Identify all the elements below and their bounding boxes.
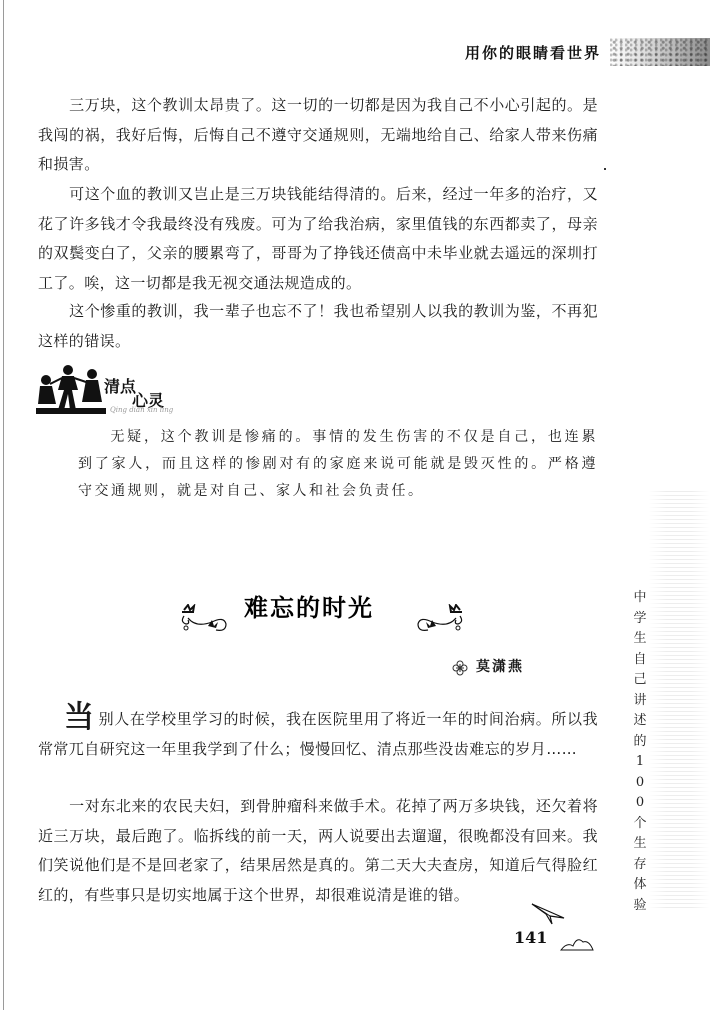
story-paragraph: 这个惨重的教训，我一辈子也忘不了！我也希望别人以我的教训为鉴，不再犯这样的错误。	[38, 302, 598, 350]
svg-text:Qing dian xin ling: Qing dian xin ling	[110, 406, 174, 414]
chapter-heading	[178, 586, 498, 646]
chapter-title: 难忘的时光	[244, 594, 374, 622]
cloud-icon	[559, 932, 595, 952]
running-header-title: 用你的眼睛看世界	[465, 44, 602, 62]
chapter-paragraph: 一对东北来的农民夫妇，到骨肿瘤科来做手术。花掉了两万多块钱，还欠着将近三万块，最后跑了。临拆线的前一天，两人说要出去遛遛，很晚都没有回来。我们笑说他们是不是回老家了，结果居然是真的。第二天大夫查房，知道后气得脸红红的，有些事只是切实地属于这个世界，却很难说清是谁的错。	[38, 797, 598, 904]
dancing-children-icon	[36, 360, 186, 416]
side-watermark-decoration	[648, 488, 710, 908]
paper-plane-icon	[530, 902, 566, 926]
book-series-title-vertical: 中 学 生 自 己 讲 述 的 1 0 0 个 生 存 体 验	[633, 590, 647, 913]
drop-cap: 当	[64, 700, 95, 735]
print-speck	[604, 168, 606, 170]
story-paragraph: 三万块，这个教训太昂贵了。这一切的一切都是因为我自己不小心引起的。是我闯的祸，我好后悔，后悔自己不遵守交通规则，无端地给自己、给家人带来伤痛和损害。	[38, 96, 598, 173]
header-texture-decoration	[610, 38, 710, 66]
reflection-logo	[36, 360, 186, 416]
story-paragraph: 可这个血的教训又岂止是三万块钱能结得清的。后来，经过一年多的治疗，又花了许多钱才令我最终没有残废。可为了给我治病，家里值钱的东西都卖了，母亲的双鬓变白了，父亲的腰累弯了，哥哥为了挣钱还债高中未毕业就去遥远的深圳打工了。唉，这一切都是我无视交通法规造成的。	[38, 185, 598, 292]
reflection-text: 无疑，这个教训是惨痛的。事情的发生伤害的不仅是自己，也连累到了家人，而且这样的惨剧对有的家庭来说可能就是毁灭性的。严格遵守交通规则，就是对自己、家人和社会负责任。	[78, 429, 598, 499]
reflection-logo-label: 清点	[104, 377, 137, 396]
flower-icon	[452, 660, 468, 676]
running-header	[460, 38, 710, 68]
svg-text:心灵: 心灵	[132, 391, 165, 410]
page-edge-line	[3, 0, 4, 1010]
flourish-ornament-left-icon	[178, 604, 236, 634]
author-name: 莫潇燕	[476, 659, 524, 675]
page-number: 141	[514, 928, 548, 947]
chapter-paragraph: 当别人在学校里学习的时候，我在医院里用了将近一年的时间治病。所以我常常兀自研究这一年里我学到了什么；慢慢回忆、清点那些没齿难忘的岁月……	[38, 700, 598, 758]
flourish-ornament-right-icon	[408, 604, 466, 634]
